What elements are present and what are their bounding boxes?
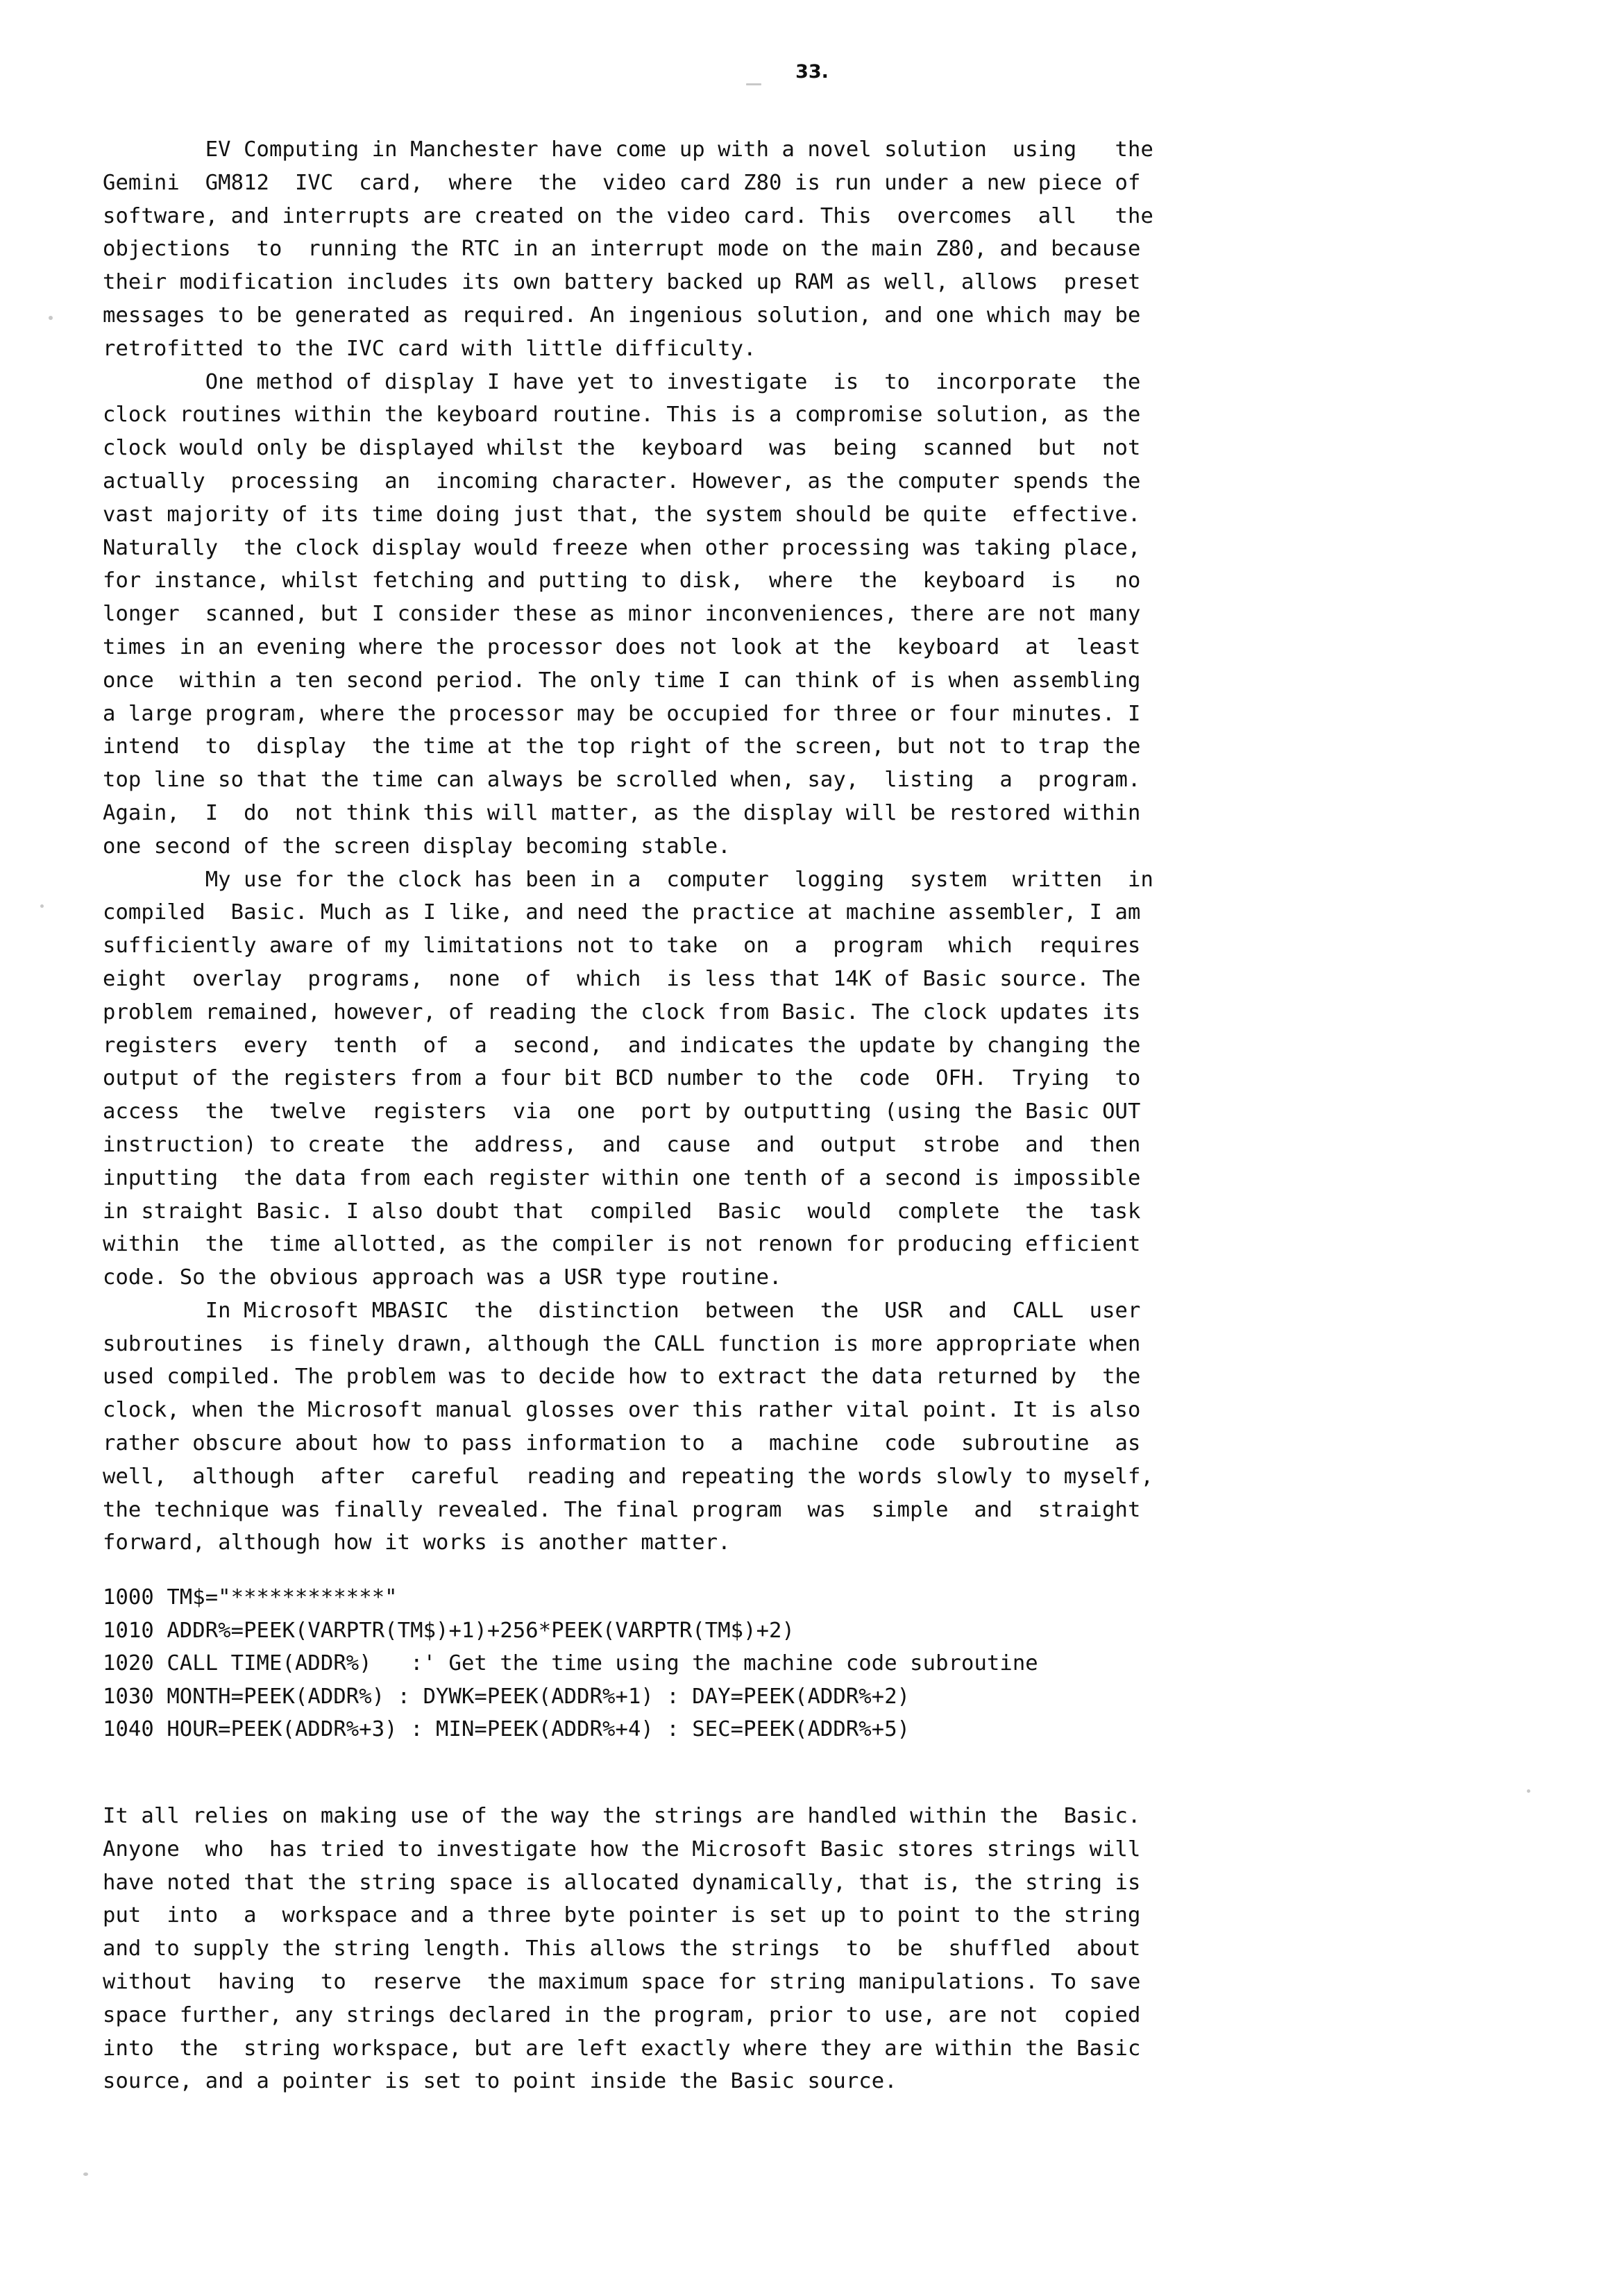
body-line: inputting the data from each register within one tenth of a second is impossible [103,1165,1141,1190]
body-line: rather obscure about how to pass information to a machine code subroutine as [103,1431,1141,1456]
body-line: Again, I do not think this will matter, as the display will be restored within [103,800,1141,825]
code-line: 1000 TM$="************" [103,1585,398,1610]
body-line: and to supply the string length. This allows the strings to be shuffled about [103,1936,1141,1961]
body-line: within the time allotted, as the compiler is not renown for producing efficient [103,1232,1141,1257]
body-line: for instance, whilst fetching and putting to disk, where the keyboard is no [103,568,1141,593]
body-line: problem remained, however, of reading the clock from Basic. The clock updates its [103,999,1141,1024]
body-line: code. So the obvious approach was a USR type routine. [103,1265,782,1290]
body-line: actually processing an incoming character. However, as the computer spends the [103,469,1141,493]
body-line: one second of the screen display becoming stable. [103,834,731,859]
scan-speckle [1527,1789,1530,1793]
basic-code-listing [103,1581,1428,1746]
body-line: well, although after careful reading and repeating the words slowly to myself, [103,1464,1153,1489]
body-line: objections to running the RTC in an interrupt mode on the main Z80, and because [103,237,1141,262]
body-line: Naturally the clock display would freeze when other processing was taking place, [103,535,1141,560]
body-line: One method of display I have yet to investigate is to incorporate the [103,369,1141,394]
document-body [103,133,1428,1560]
body-line: Anyone who has tried to investigate how the Microsoft Basic stores strings will [103,1837,1141,1862]
body-line: into the string workspace, but are left exactly where they are within the Basic [103,2036,1141,2061]
body-line: a large program, where the processor may be occupied for three or four minutes. I [103,701,1141,726]
body-line: times in an evening where the processor does not look at the keyboard at least [103,634,1141,659]
body-line: registers every tenth of a second, and indicates the update by changing the [103,1033,1141,1058]
paragraph-one-method [103,366,1428,863]
scan-speckle [83,2172,88,2176]
body-line: messages to be generated as required. An ingenious solution, and one which may be [103,303,1141,328]
paragraph-ev-computing [103,133,1428,366]
body-line: longer scanned, but I consider these as minor inconveniences, there are not many [103,602,1141,627]
code-line: 1020 CALL TIME(ADDR%) :' Get the time using the machine code subroutine [103,1651,1038,1675]
body-line: retrofitted to the IVC card with little difficulty. [103,336,756,361]
page-number: 33. [795,61,829,83]
body-line: clock, when the Microsoft manual glosses over this rather vital point. It is also [103,1398,1141,1423]
body-line: put into a workspace and a three byte pointer is set up to point to the string [103,1903,1141,1928]
scan-speckle [746,83,761,85]
body-line: EV Computing in Manchester have come up with a novel solution using the [103,137,1153,162]
code-line: 1040 HOUR=PEEK(ADDR%+3) : MIN=PEEK(ADDR%+4) : SEC=PEEK(ADDR%+5) [103,1717,911,1741]
body-line: top line so that the time can always be scrolled when, say, listing a program. [103,768,1141,793]
body-line: output of the registers from a four bit BCD number to the code OFH. Trying to [103,1066,1141,1091]
body-line: their modification includes its own battery backed up RAM as well, allows preset [103,270,1141,295]
body-line: forward, although how it works is another matter. [103,1530,731,1555]
paragraph-it-all-relies [103,1800,1428,2098]
body-line: used compiled. The problem was to decide how to extract the data returned by the [103,1365,1141,1390]
body-line: instruction) to create the address, and cause and output strobe and then [103,1132,1141,1157]
body-line: In Microsoft MBASIC the distinction between the USR and CALL user [103,1298,1141,1323]
body-line: It all relies on making use of the way the strings are handled within the Basic. [103,1804,1141,1828]
paragraph-my-use [103,863,1428,1294]
body-line: once within a ten second period. The only time I can think of is when assembling [103,668,1141,693]
body-line: Gemini GM812 IVC card, where the video card Z80 is run under a new piece of [103,170,1141,195]
paragraph-in-microsoft [103,1294,1428,1560]
body-line: software, and interrupts are created on the video card. This overcomes all the [103,203,1153,228]
body-line: intend to display the time at the top right of the screen, but not to trap the [103,734,1141,759]
body-line: compiled Basic. Much as I like, and need the practice at machine assembler, I am [103,900,1141,925]
code-line: 1030 MONTH=PEEK(ADDR%) : DYWK=PEEK(ADDR%+1) : DAY=PEEK(ADDR%+2) [103,1684,911,1709]
body-line: space further, any strings declared in the program, prior to use, are not copied [103,2002,1141,2027]
body-line: have noted that the string space is allocated dynamically, that is, the string is [103,1870,1141,1895]
body-line: source, and a pointer is set to point inside the Basic source. [103,2069,897,2094]
body-line: in straight Basic. I also doubt that compiled Basic would complete the task [103,1199,1141,1224]
body-line: eight overlay programs, none of which is less that 14K of Basic source. The [103,966,1141,991]
body-line: sufficiently aware of my limitations not to take on a program which requires [103,934,1141,959]
code-line: 1010 ADDR%=PEEK(VARPTR(TM$)+1)+256*PEEK(VARPTR(TM$)+2) [103,1618,795,1643]
body-line: clock routines within the keyboard routine. This is a compromise solution, as the [103,403,1141,428]
body-line: without having to reserve the maximum space for string manipulations. To save [103,1969,1141,1994]
body-line: subroutines is finely drawn, although the CALL function is more appropriate when [103,1331,1141,1356]
scan-speckle [40,904,44,908]
body-line: access the twelve registers via one port by outputting (using the Basic OUT [103,1099,1141,1124]
body-line: the technique was finally revealed. The final program was simple and straight [103,1497,1141,1522]
body-line: vast majority of its time doing just that, the system should be quite effective. [103,502,1141,527]
body-line: clock would only be displayed whilst the keyboard was being scanned but not [103,436,1141,461]
scan-speckle [49,316,53,320]
body-line: My use for the clock has been in a computer logging system written in [103,867,1153,892]
